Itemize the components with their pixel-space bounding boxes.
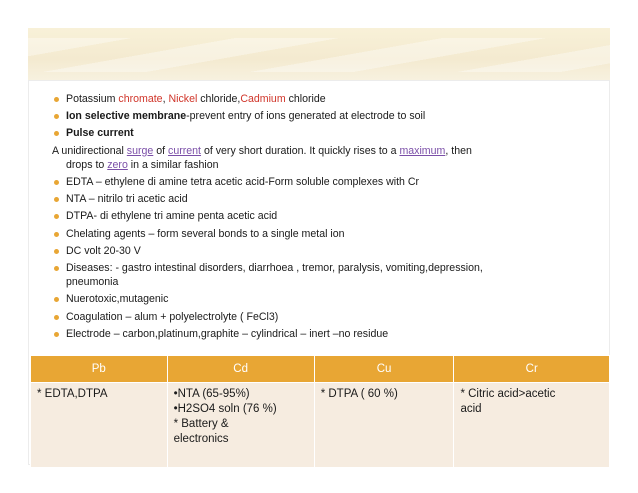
bullet-pulse-current [52, 126, 592, 140]
bullet-dtpa: DTPA- di ethylene tri amine penta acetic acid [52, 209, 592, 223]
cell-cd [167, 383, 314, 468]
text: of [153, 144, 169, 157]
header-cr: Cr [454, 356, 610, 383]
text: , then [445, 144, 472, 157]
bullet-electrode: Electrode – carbon,platinum,graphite – cylindrical – inert –no residue [52, 327, 592, 341]
text: * Citric acid>acetic [460, 388, 556, 400]
text: * DTPA ( 60 %) [320, 388, 398, 400]
text: Potassium [66, 93, 119, 105]
pulse-definition [52, 144, 592, 172]
text: •H2SO4 soln (76 %) [173, 403, 277, 415]
bullet-list [52, 92, 592, 341]
text: in a similar fashion [127, 158, 219, 171]
text: * Battery & [173, 418, 229, 430]
text: electronics [173, 433, 229, 445]
header-pb: Pb [31, 356, 168, 383]
text: A unidirectional [52, 144, 127, 157]
header-cd: Cd [167, 356, 314, 383]
text: Diseases: - gastro intestinal disorders, diarrhoea , tremor, paralysis, vomiting,depression, [66, 262, 483, 275]
ion-selective-label: Ion selective membrane [66, 110, 187, 123]
text: of very short duration. It quickly rises to a [201, 144, 400, 157]
text: chloride, [197, 93, 241, 105]
text: drops to [66, 158, 108, 171]
bullet-ion-selective [52, 109, 592, 123]
text: pneumonia [66, 276, 119, 289]
bullet-edta: EDTA – ethylene di amine tetra acetic acid-Form soluble complexes with Cr [52, 175, 592, 189]
header-band [28, 28, 610, 80]
table-row [31, 383, 610, 468]
zero-link[interactable]: zero [107, 158, 128, 171]
text: chloride [285, 93, 326, 105]
metals-table [30, 355, 610, 468]
bullet-dc-volt: DC volt 20-30 V [52, 244, 592, 258]
surge-link[interactable]: surge [126, 144, 154, 157]
nickel-word: Nickel [168, 93, 198, 105]
text: -prevent entry of ions generated at electrode to soil [186, 110, 426, 123]
table-header-row [31, 356, 610, 383]
cell-cu [314, 383, 454, 468]
header-cu: Cu [314, 356, 454, 383]
maximum-link[interactable]: maximum [399, 144, 446, 157]
bullet-chelating: Chelating agents – form several bonds to a single metal ion [52, 227, 592, 241]
cell-pb [31, 383, 168, 468]
text: , [162, 93, 169, 105]
bullet-electrolytes [52, 92, 592, 106]
text: acid [460, 403, 482, 415]
bullet-list-container [52, 92, 592, 344]
pulse-current-label: Pulse current [66, 127, 134, 140]
cadmium-word: Cadmium [240, 93, 286, 105]
text: * EDTA,DTPA [37, 388, 108, 400]
text: •NTA (65-95%) [173, 388, 250, 400]
cell-cr [454, 383, 610, 468]
current-link[interactable]: current [168, 144, 202, 157]
bullet-nta: NTA – nitrilo tri acetic acid [52, 192, 592, 206]
bullet-diseases [52, 261, 592, 289]
chromate-word: chromate [118, 93, 163, 105]
bullet-coagulation: Coagulation – alum + polyelectrolyte ( FeCl3) [52, 310, 592, 324]
bullet-neurotoxic: Nuerotoxic,mutagenic [52, 292, 592, 306]
